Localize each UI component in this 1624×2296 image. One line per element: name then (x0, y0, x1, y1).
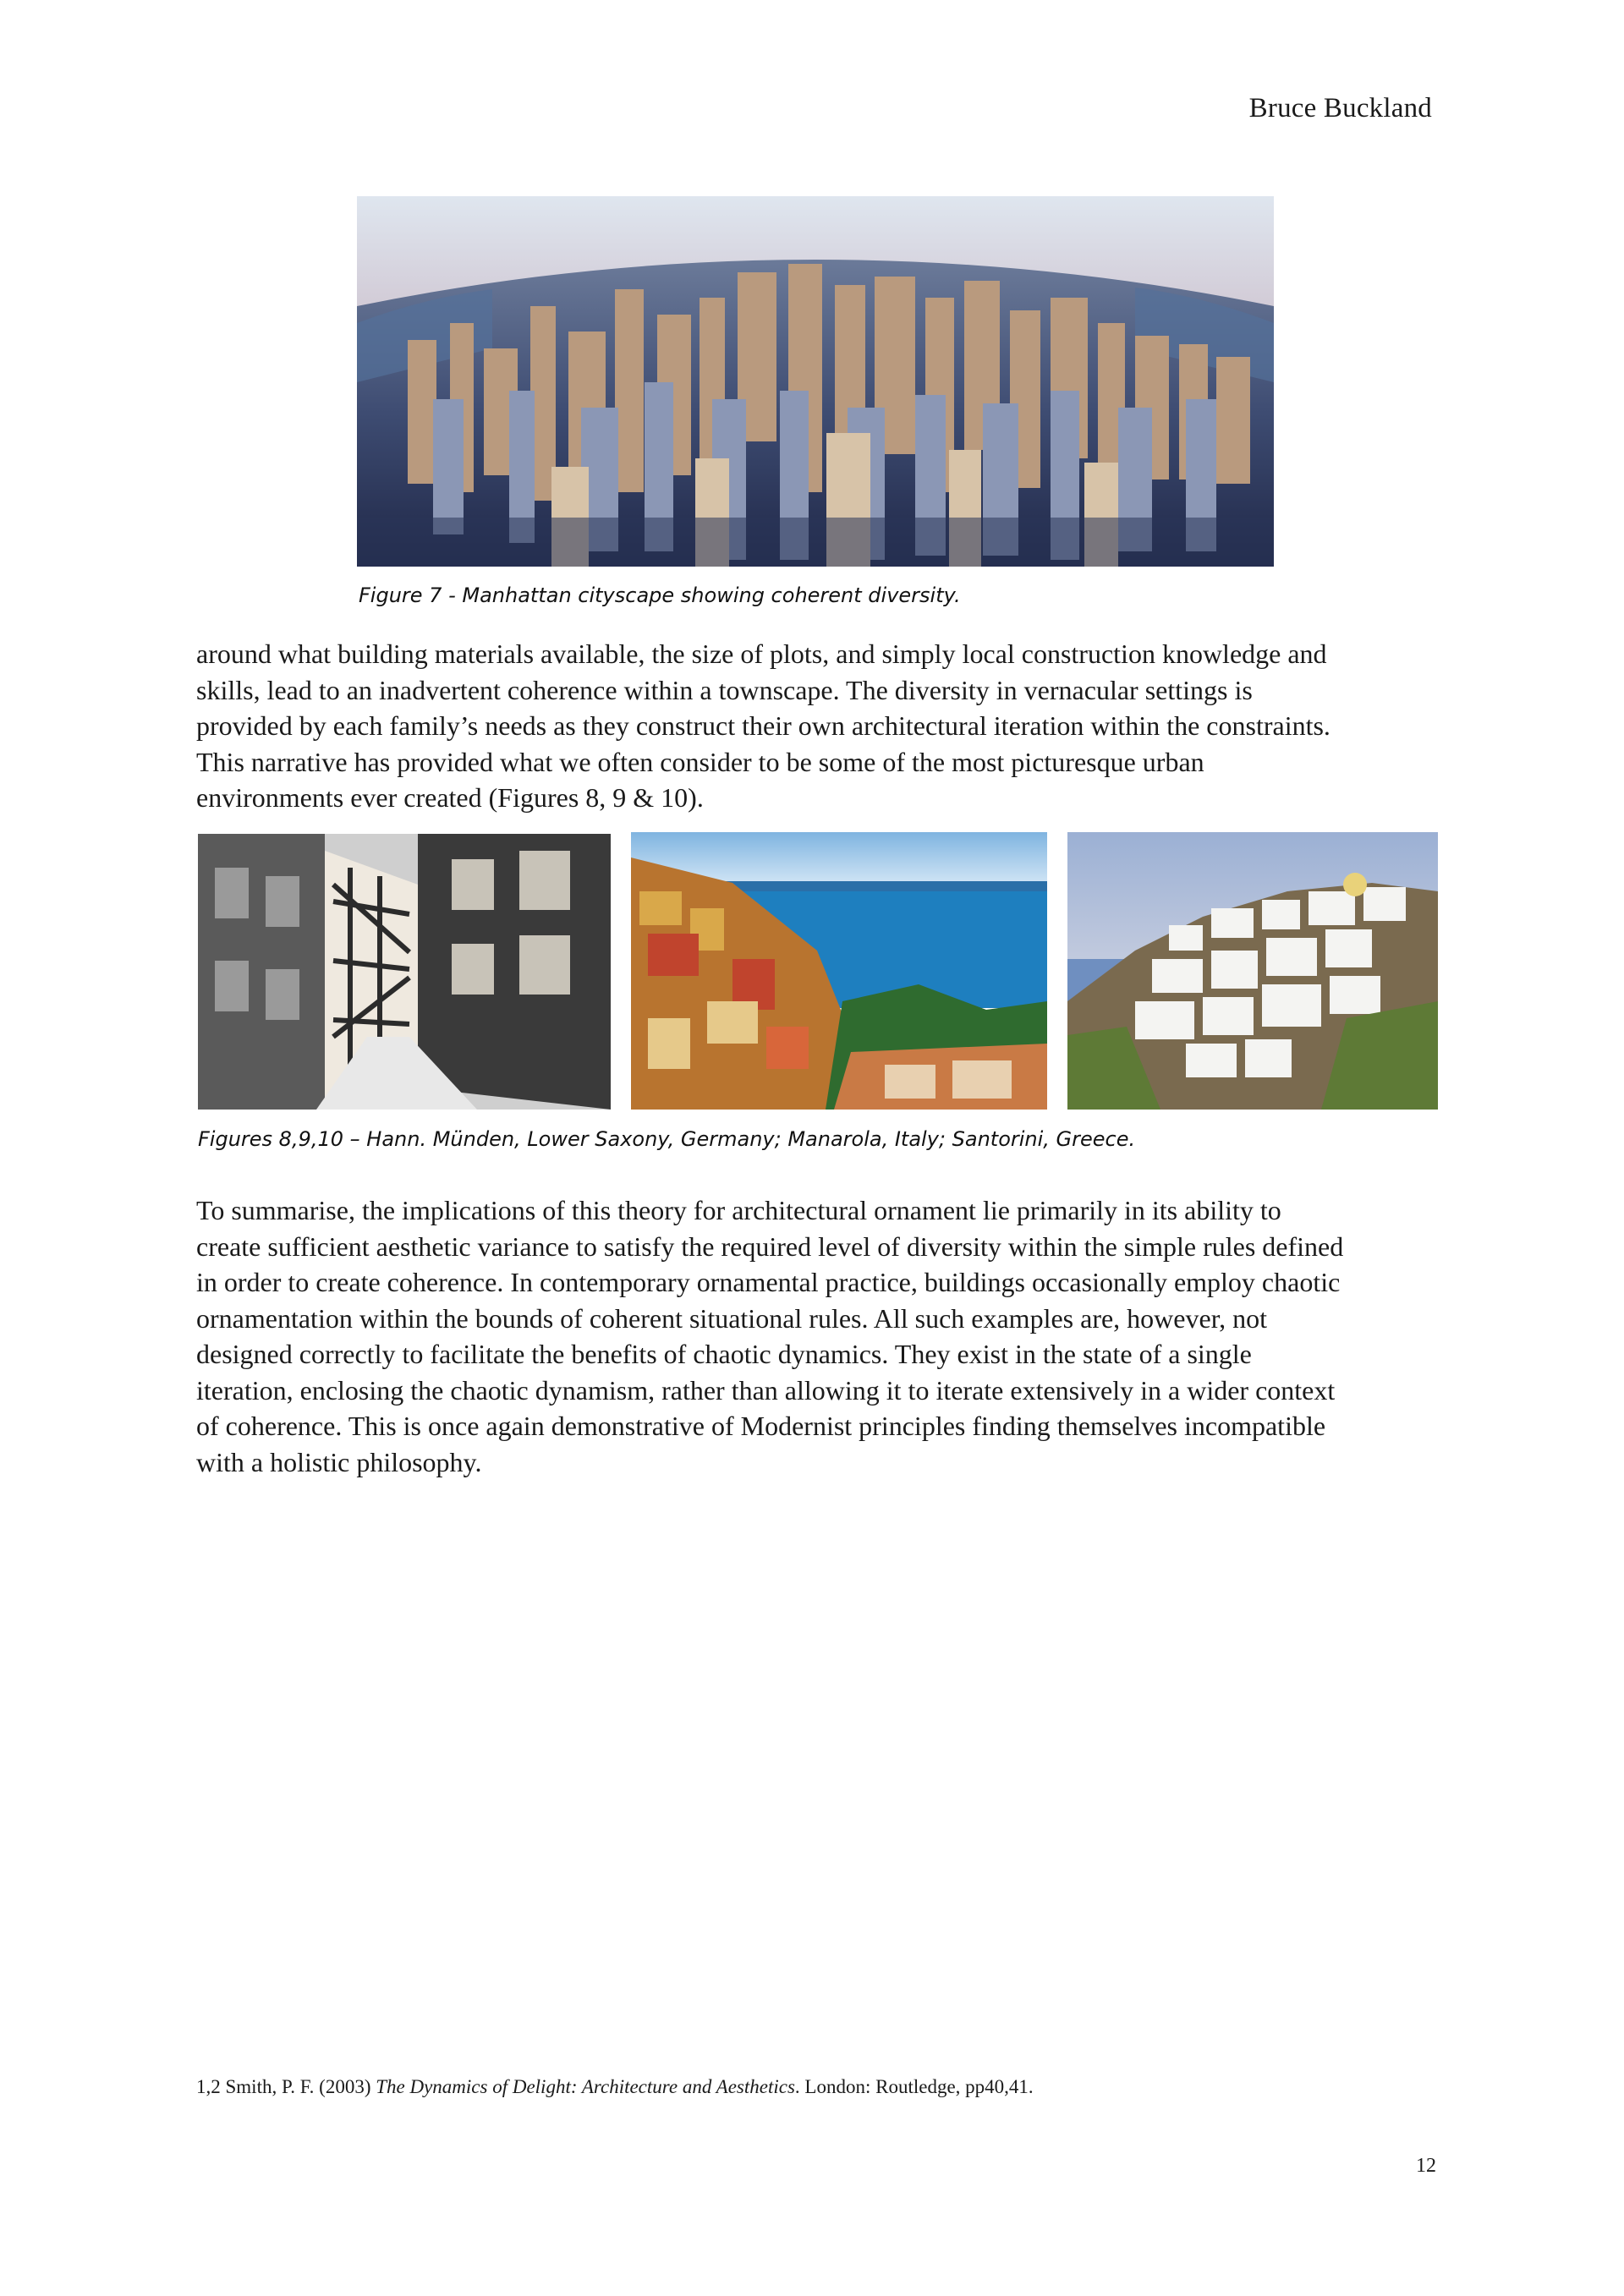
paragraph-line: iteration, enclosing the chaotic dynamism, rather than allowing it to iterate extensively in a wider context (196, 1374, 1336, 1406)
footnote-publisher: . London: Routledge, pp40,41. (794, 2076, 1034, 2097)
paragraph-line: around what building materials available, the size of plots, and simply local construction knowledge and (196, 638, 1327, 669)
footnote-title: The Dynamics of Delight: Architecture and Aesthetics (376, 2076, 795, 2097)
body-paragraph-1 (196, 636, 1431, 816)
paragraph-line: designed correctly to facilitate the benefits of chaotic dynamics. They exist in the state of a single (196, 1339, 1252, 1369)
paragraph-line: of coherence. This is once again demonstrative of Modernist principles finding themselves incompatible (196, 1411, 1326, 1441)
paragraph-line: in order to create coherence. In contemporary ornamental practice, buildings occasionally employ chaotic (196, 1267, 1341, 1297)
paragraph-line: skills, lead to an inadvertent coherence within a townscape. The diversity in vernacular settings is (196, 674, 1253, 705)
figures-8-9-10-caption: Figures 8,9,10 – Hann. Münden, Lower Saxony, Germany; Manarola, Italy; Santorini, Greece. (198, 1127, 1136, 1151)
paragraph-line: To summarise, the implications of this theory for architectural ornament lie primarily in its ability to (196, 1195, 1281, 1225)
paragraph-line: environments ever created (Figures 8, 9 & 10). (196, 782, 704, 813)
paragraph-line: This narrative has provided what we often consider to be some of the most picturesque urban (196, 746, 1204, 777)
figure-8-image (198, 834, 611, 1110)
paragraph-line: create sufficient aesthetic variance to satisfy the required level of diversity within the simple rules defined (196, 1230, 1344, 1262)
figure-9-image (631, 832, 1047, 1110)
figure-7-image (357, 196, 1274, 567)
footnote-marker: 1,2 (196, 2076, 221, 2097)
figure-10-image (1067, 832, 1438, 1110)
paragraph-line: ornamentation within the bounds of coherent situational rules. All such examples are, however, not (196, 1302, 1267, 1334)
footnote-author: Smith, P. F. (2003) (225, 2076, 371, 2097)
body-paragraph-2 (196, 1192, 1431, 1480)
paragraph-line: with a holistic philosophy. (196, 1446, 482, 1477)
page-number: 12 (1416, 2155, 1436, 2177)
figure-7-caption: Figure 7 - Manhattan cityscape showing coherent diversity. (359, 584, 961, 607)
paragraph-line: provided by each family’s needs as they construct their own architectural iteration within the constraints. (196, 710, 1330, 741)
footnote (196, 2076, 1034, 2098)
running-head-author: Bruce Buckland (1248, 93, 1432, 123)
